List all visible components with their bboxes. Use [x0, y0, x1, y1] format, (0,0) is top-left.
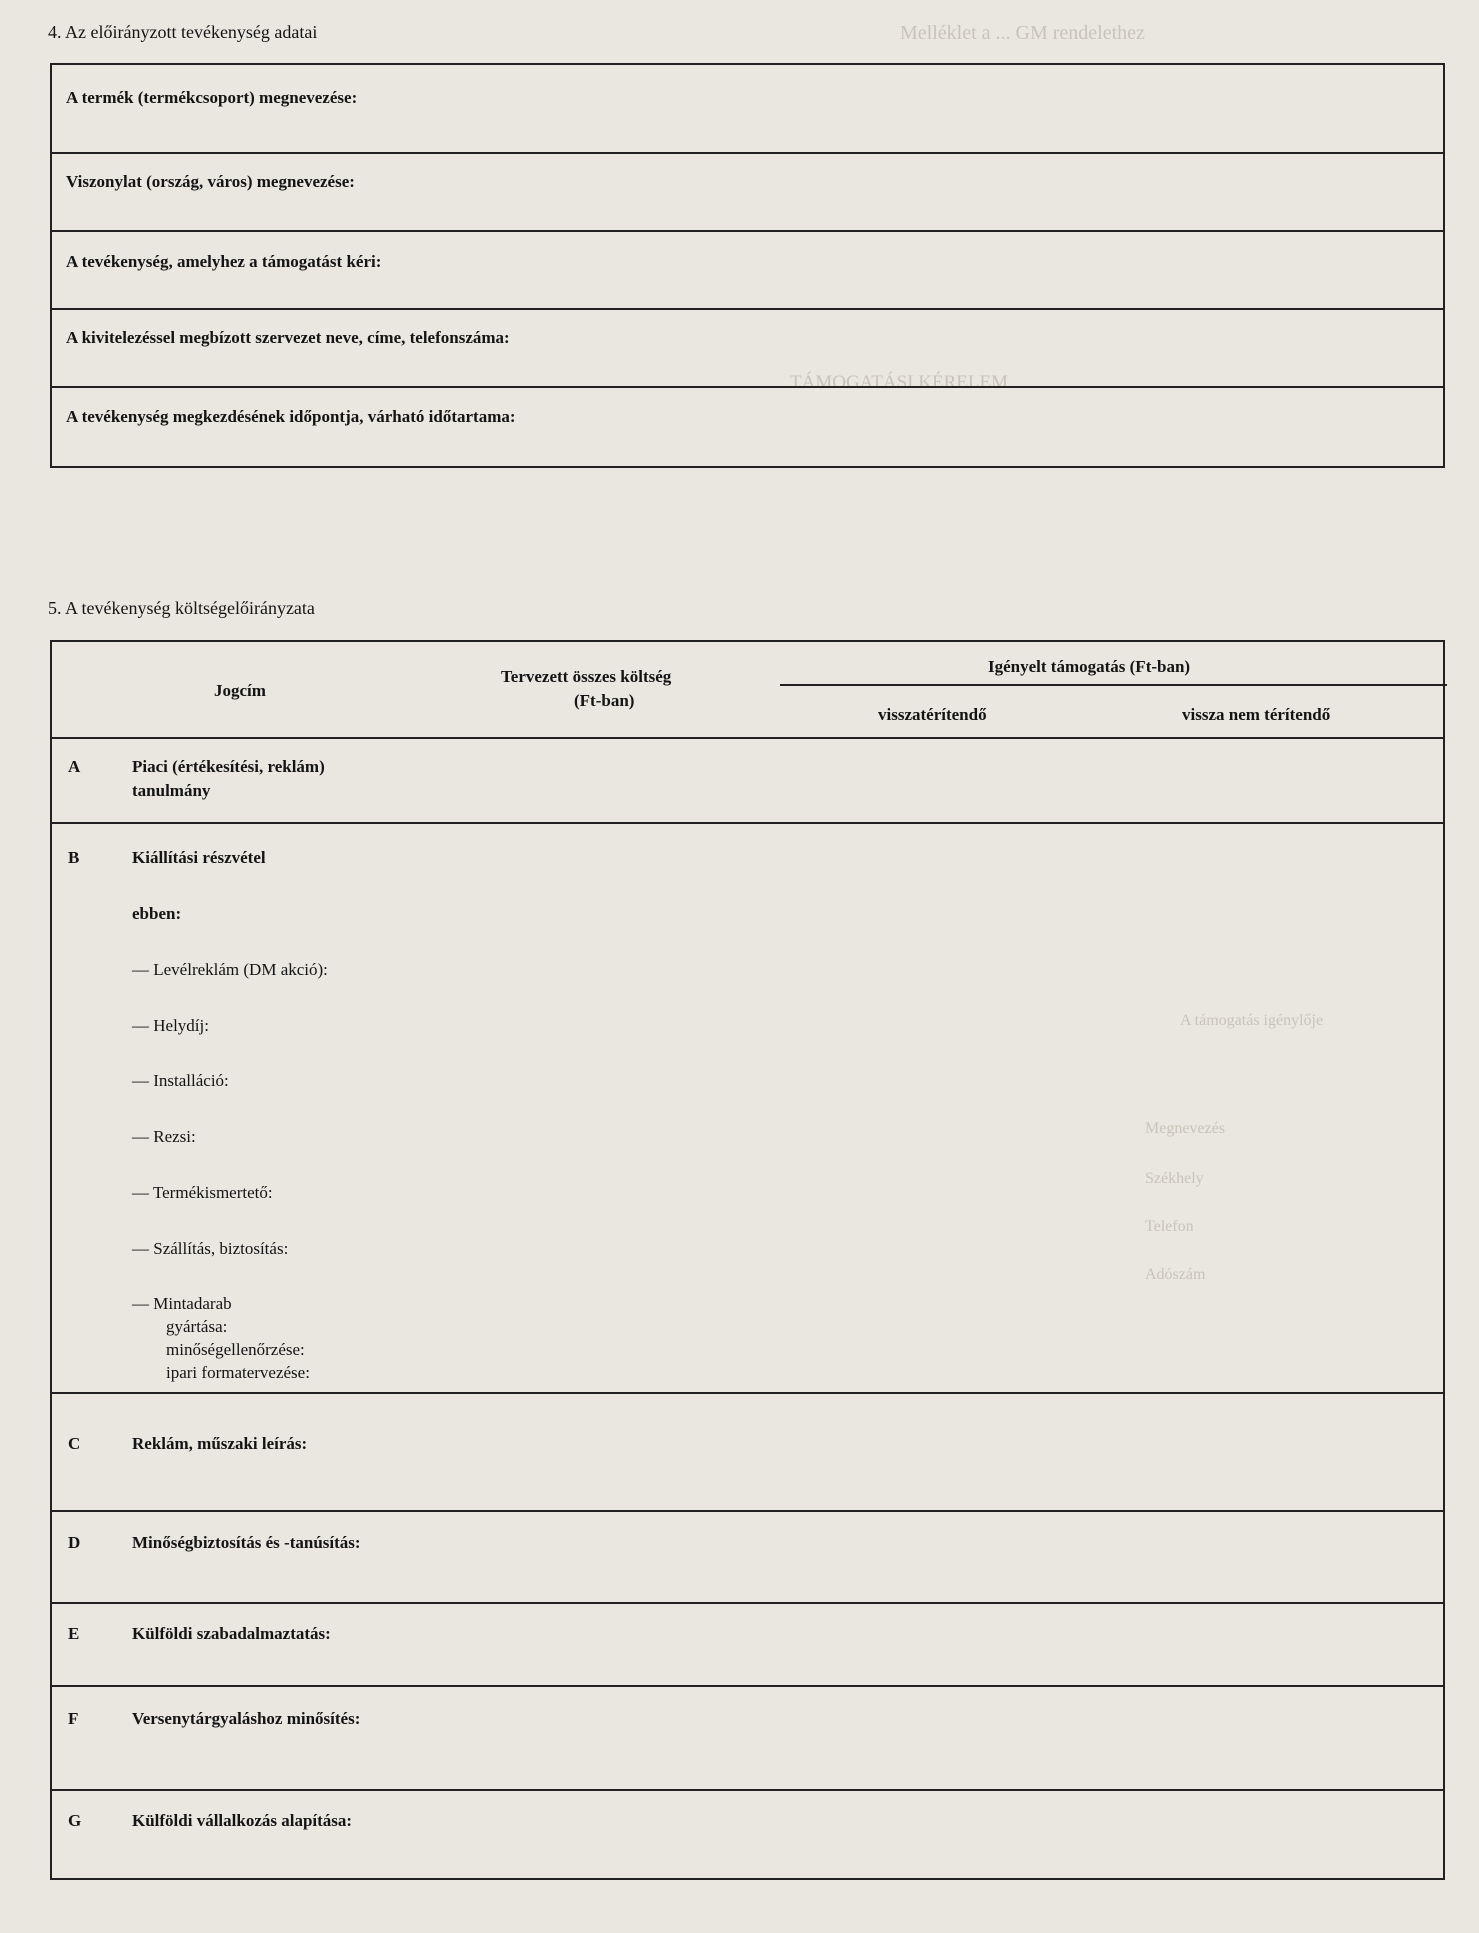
- row-b-item-termekismerteto[interactable]: — Termékismertető:: [132, 1183, 273, 1202]
- row-e-bottom: [52, 1685, 1443, 1687]
- row-d-letter: D: [68, 1533, 81, 1552]
- row-b-subitem-formaterv[interactable]: ipari formatervezése:: [166, 1363, 310, 1382]
- section-4-title: 4. Az előirányzott tevékenység adatai: [48, 22, 318, 42]
- row-c-label[interactable]: Reklám, műszaki leírás:: [132, 1434, 308, 1453]
- row-product-name[interactable]: [52, 65, 1443, 154]
- row-b-subitem-gyartasa[interactable]: gyártása:: [166, 1317, 228, 1336]
- header-non-refundable: vissza nem térítendő: [1182, 705, 1331, 724]
- header-planned-total-unit: (Ft-ban): [574, 691, 635, 710]
- row-g-label[interactable]: Külföldi vállalkozás alapítása:: [132, 1811, 353, 1830]
- row-label: A tevékenység megkezdésének időpontja, várható időtartama:: [66, 407, 516, 426]
- row-a-label[interactable]: Piaci (értékesítési, reklám): [132, 757, 325, 776]
- row-b-item-mintadarab[interactable]: — Mintadarab: [132, 1294, 232, 1313]
- row-b-ebben: ebben:: [132, 904, 182, 923]
- bleed-through-line: A támogatás igénylője: [1180, 1012, 1324, 1029]
- row-d-label[interactable]: Minőségbiztosítás és -tanúsítás:: [132, 1533, 361, 1552]
- row-b-bottom: [52, 1392, 1443, 1394]
- bleed-through-line: Adószám: [1145, 1266, 1206, 1283]
- row-label: Viszonylat (ország, város) megnevezése:: [66, 172, 355, 191]
- row-label: A termék (termékcsoport) megnevezése:: [66, 88, 358, 107]
- row-e-label[interactable]: Külföldi szabadalmaztatás:: [132, 1624, 331, 1643]
- row-c-letter: C: [68, 1434, 81, 1453]
- row-b-subitem-minoseg[interactable]: minőségellenőrzése:: [166, 1340, 305, 1359]
- header-refundable: visszatérítendő: [878, 705, 987, 724]
- row-b-item-installacio[interactable]: — Installáció:: [132, 1071, 229, 1090]
- bleed-through-heading: Melléklet a ... GM rendelethez: [900, 22, 1145, 44]
- row-f-letter: F: [68, 1709, 79, 1728]
- header-jogcim: Jogcím: [214, 681, 266, 700]
- bleed-through-line: Megnevezés: [1145, 1120, 1225, 1137]
- header-bottom-border: [52, 737, 1443, 739]
- row-d-bottom: [52, 1602, 1443, 1604]
- section-5-title: 5. A tevékenység költségelőirányzata: [48, 598, 315, 618]
- bleed-through-line: Székhely: [1145, 1170, 1204, 1187]
- bleed-through-line: Telefon: [1145, 1218, 1194, 1235]
- row-label: A tevékenység, amelyhez a támogatást kéri:: [66, 252, 382, 271]
- row-relation[interactable]: [52, 152, 1443, 232]
- row-b-letter: B: [68, 848, 80, 867]
- row-a-letter: A: [68, 757, 81, 776]
- row-b-label[interactable]: Kiállítási részvétel: [132, 848, 266, 867]
- row-a-label-cont: tanulmány: [132, 781, 211, 800]
- row-c-bottom: [52, 1510, 1443, 1512]
- row-b-item-rezsi[interactable]: — Rezsi:: [132, 1127, 196, 1146]
- header-requested-support: Igényelt támogatás (Ft-ban): [988, 657, 1191, 676]
- row-activity[interactable]: [52, 230, 1443, 310]
- header-planned-total: Tervezett összes költség: [501, 667, 672, 686]
- row-b-item-dm[interactable]: — Levélreklám (DM akció):: [132, 960, 328, 979]
- row-start-duration[interactable]: [52, 386, 1443, 470]
- row-b-item-helydij[interactable]: — Helydíj:: [132, 1016, 209, 1035]
- row-g-letter: G: [68, 1811, 82, 1830]
- row-e-letter: E: [68, 1624, 80, 1643]
- row-a-bottom: [52, 822, 1443, 824]
- row-f-bottom: [52, 1789, 1443, 1791]
- row-f-label[interactable]: Versenytárgyaláshoz minősítés:: [132, 1709, 361, 1728]
- section-4-table: [50, 63, 1445, 468]
- header-underline: [780, 684, 1447, 686]
- row-label: A kivitelezéssel megbízott szervezet neve, címe, telefonszáma:: [66, 328, 510, 347]
- section-5-table: [50, 640, 1445, 1880]
- row-b-item-szallitas[interactable]: — Szállítás, biztosítás:: [132, 1239, 289, 1258]
- bleed-through-title: TÁMOGATÁSI KÉRELEM: [790, 372, 1008, 393]
- row-contractor[interactable]: [52, 308, 1443, 388]
